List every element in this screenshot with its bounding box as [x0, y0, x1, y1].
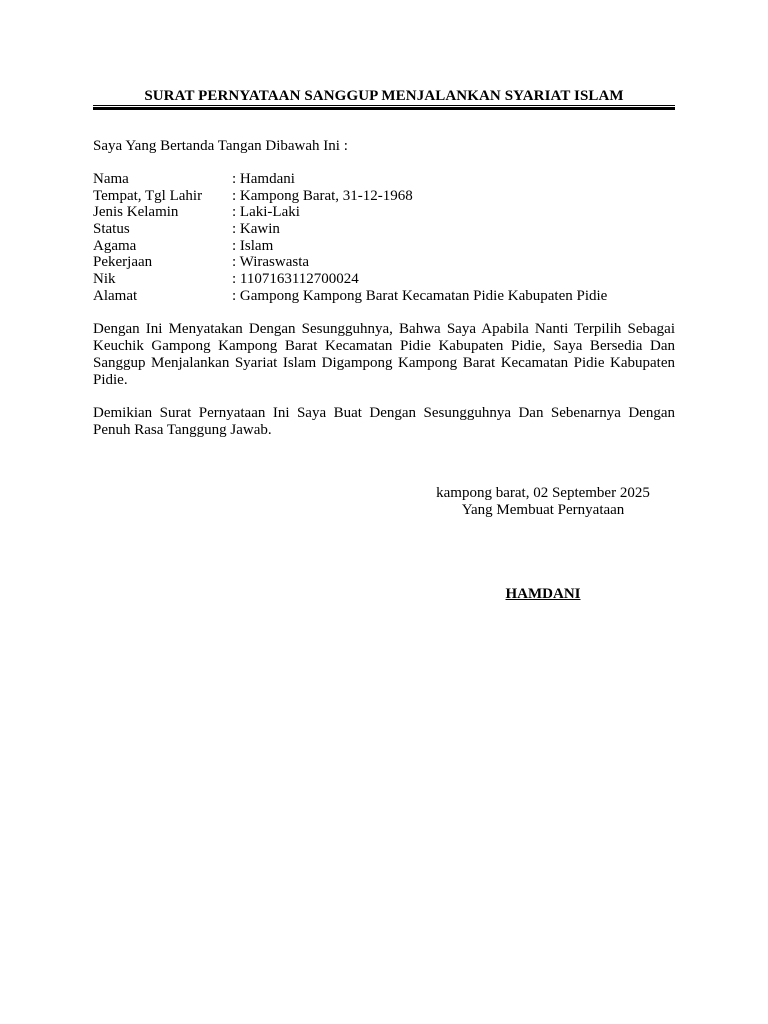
- field-value: : Islam: [232, 237, 274, 254]
- field-label: Agama: [93, 237, 137, 254]
- field-row-tempat-tgl-lahir: [93, 188, 675, 205]
- field-label: Status: [93, 221, 130, 238]
- signer-name: HAMDANI: [505, 586, 581, 602]
- place-date: kampong barat, 02 September 2025: [436, 485, 650, 501]
- field-row-status: [93, 221, 675, 238]
- field-label: Nama: [93, 171, 129, 187]
- field-label: Jenis Kelamin: [93, 204, 179, 221]
- title-underline-thin: [93, 105, 675, 106]
- identity-fields: [93, 171, 675, 305]
- field-label: Pekerjaan: [93, 254, 153, 271]
- closing-paragraph: Demikian Surat Pernyataan Ini Saya Buat Dengan Sesungguhnya Dan Sebenarnya Dengan Penuh Rasa Tanggung Jawab.: [93, 405, 675, 438]
- field-label: Nik: [93, 271, 116, 288]
- field-label: Tempat, Tgl Lahir: [93, 187, 203, 204]
- field-row-pekerjaan: [93, 254, 675, 271]
- document-title: SURAT PERNYATAAN SANGGUP MENJALANKAN SYARIAT ISLAM: [144, 88, 624, 104]
- field-row-alamat: [93, 288, 675, 305]
- intro-text: Saya Yang Bertanda Tangan Dibawah Ini :: [93, 138, 348, 154]
- field-value: : Kampong Barat, 31-12-1968: [232, 187, 413, 204]
- field-row-jenis-kelamin: [93, 204, 675, 221]
- signer-caption: Yang Membuat Pernyataan: [461, 502, 625, 518]
- field-value: : Laki-Laki: [232, 204, 300, 221]
- field-row-nama: [93, 171, 675, 188]
- title-underline-thick: [93, 107, 675, 110]
- statement-paragraph: Dengan Ini Menyatakan Dengan Sesungguhnya, Bahwa Saya Apabila Nanti Terpilih Sebagai Keuchik Gampong Kampong Barat Kecamatan Pidie Kabupaten Pidie, Saya Bersedia Dan Sanggup Menjalankan Syariat Islam Digampong Kampong Barat Kecamatan Pidie Kabupaten Pidie.: [93, 321, 675, 388]
- field-row-nik: [93, 271, 675, 288]
- field-value: : Wiraswasta: [232, 254, 310, 271]
- signature-block: [413, 485, 673, 519]
- field-label: Alamat: [93, 287, 138, 304]
- field-value: : Gampong Kampong Barat Kecamatan Pidie Kabupaten Pidie: [232, 287, 608, 304]
- field-value: : 1107163112700024: [232, 271, 359, 288]
- field-row-agama: [93, 238, 675, 255]
- field-value: : Hamdani: [232, 171, 295, 187]
- field-value: : Kawin: [232, 221, 280, 238]
